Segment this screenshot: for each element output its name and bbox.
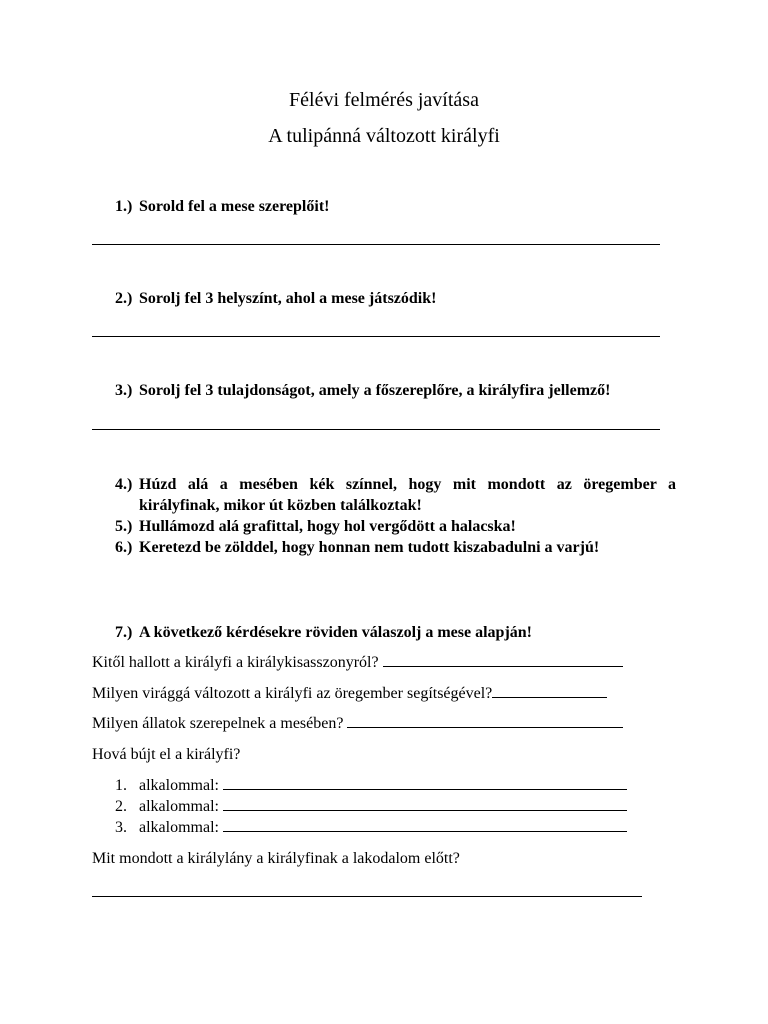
sub-question-2 — [92, 686, 607, 702]
question-number: 6.) — [115, 539, 133, 556]
sub-question-text: Milyen virággá változott a királyfi az öregember segítségével? — [92, 685, 493, 702]
sub-question-4: Hová bújt el a királyfi? — [92, 746, 241, 763]
question-text: Sorolj fel 3 helyszínt, ahol a mese játszódik! — [139, 290, 437, 307]
sub-question-text: Kitől hallott a királyfi a királykisasszonyról? — [92, 654, 379, 671]
question-text: Sorold fel a mese szereplőit! — [139, 198, 330, 215]
page-title: Félévi felmérés javítása — [289, 89, 479, 111]
question-text: Keretezd be zölddel, hogy honnan nem tudott kiszabadulni a varjú! — [139, 539, 600, 556]
question-text-line-1: Húzd alá a mesében kék színnel, hogy mit mondott az öregember a — [139, 476, 676, 493]
answer-line-1[interactable] — [92, 244, 660, 245]
question-number: 1.) — [115, 198, 133, 215]
question-number: 2.) — [115, 290, 133, 307]
question-number: 5.) — [115, 518, 133, 535]
answer-line[interactable] — [492, 697, 607, 698]
answer-line[interactable] — [223, 810, 627, 811]
sub-question-5: Mit mondott a királylány a királyfinak a lakodalom előtt? — [92, 850, 460, 867]
question-text: Hullámozd alá grafittal, hogy hol vergődött a halacska! — [139, 518, 516, 535]
page-subtitle: A tulipánná változott királyfi — [268, 125, 500, 147]
question-number: 3.) — [115, 382, 133, 399]
answer-line[interactable] — [347, 727, 623, 728]
list-text: alkalommal: — [139, 777, 219, 794]
list-text: alkalommal: — [139, 819, 219, 836]
question-number: 7.) — [115, 624, 133, 641]
answer-line[interactable] — [223, 789, 627, 790]
list-number: 1. — [115, 777, 127, 794]
question-text: A következő kérdésekre röviden válaszolj a mese alapján! — [139, 624, 532, 641]
answer-line-2[interactable] — [92, 336, 660, 337]
list-number: 2. — [115, 798, 127, 815]
answer-line[interactable] — [223, 831, 627, 832]
sub-question-text: Milyen állatok szerepelnek a mesében? — [92, 715, 344, 732]
sub-question-3 — [92, 716, 623, 732]
question-text: Sorolj fel 3 tulajdonságot, amely a főszereplőre, a királyfira jellemző! — [139, 382, 611, 399]
list-text: alkalommal: — [139, 798, 219, 815]
question-number: 4.) — [115, 476, 133, 493]
sub-question-1 — [92, 655, 623, 671]
answer-line-3[interactable] — [92, 429, 660, 430]
question-4-line-2: királyfinak, mikor út közben találkoztak! — [139, 497, 422, 514]
list-number: 3. — [115, 819, 127, 836]
answer-line-final[interactable] — [92, 896, 642, 897]
answer-line[interactable] — [383, 666, 623, 667]
